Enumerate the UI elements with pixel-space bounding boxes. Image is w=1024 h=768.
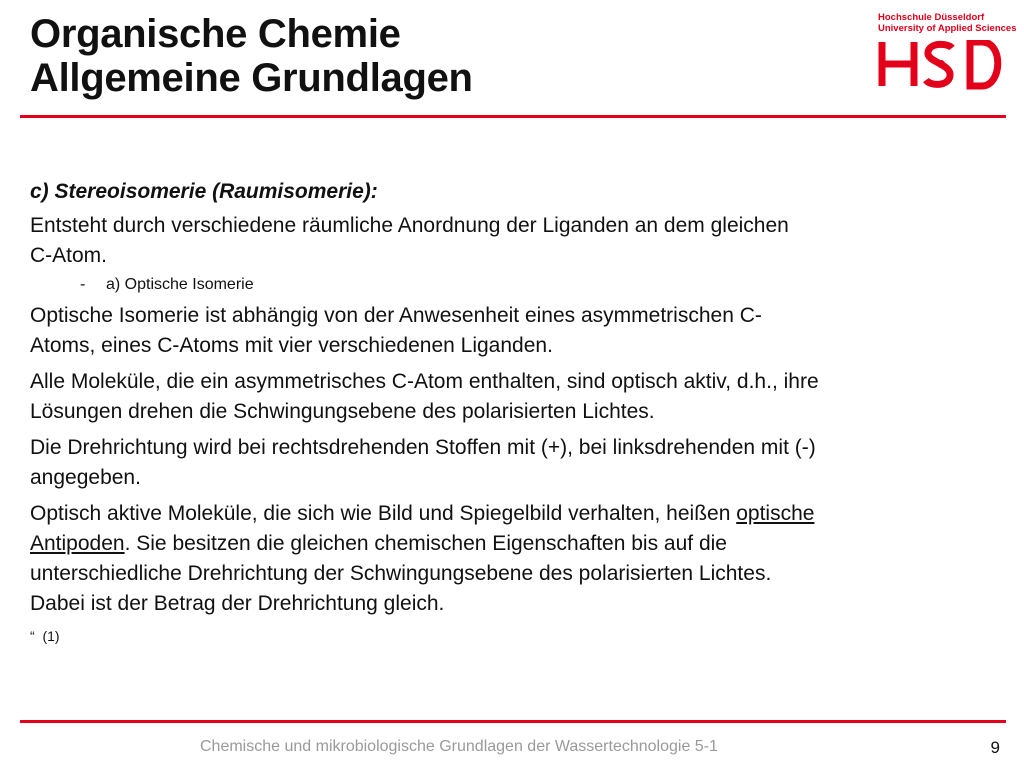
- header-divider: [20, 115, 1006, 118]
- para4-line-3: unterschiedliche Drehrichtung der Schwingungsebene des polarisierten Lichtes.: [30, 562, 772, 585]
- para4-line-1: [30, 499, 995, 529]
- sub-list-item: [30, 275, 995, 295]
- para2-line-1: Alle Moleküle, die ein asymmetrisches C-Atom enthalten, sind optisch aktiv, d.h., ihre: [30, 370, 819, 393]
- para2-line-2: Lösungen drehen die Schwingungsebene des polarisierten Lichtes.: [30, 400, 655, 423]
- footer-divider: [20, 720, 1006, 723]
- para4-line-2: [30, 529, 995, 559]
- paragraph-rotation-direction: [30, 433, 995, 493]
- para4-line-4: Dabei ist der Betrag der Drehrichtung gleich.: [30, 592, 445, 615]
- paragraph-optically-active: [30, 367, 995, 427]
- reference-number: (1): [42, 628, 60, 644]
- intro-paragraph: [30, 211, 995, 271]
- logo-institution-name: Hochschule Düsseldorf: [878, 12, 985, 23]
- logo-institution-subtitle: University of Applied Sciences: [878, 23, 1017, 34]
- term-antipoden: Antipoden: [30, 532, 125, 555]
- term-optische: optische: [736, 502, 815, 525]
- title-line-2: Allgemeine Grundlagen: [30, 56, 473, 100]
- para1-line-2: Atoms, eines C-Atoms mit vier verschiedenen Liganden.: [30, 334, 553, 357]
- footer-course-title: Chemische und mikrobiologische Grundlagen der Wassertechnologie 5-1: [200, 738, 718, 755]
- list-dash: -: [80, 276, 86, 293]
- para4-line-2-text: . Sie besitzen die gleichen chemischen Eigenschaften bis auf die: [124, 532, 727, 555]
- intro-line-2: C-Atom.: [30, 244, 108, 267]
- para4-line-1-text: Optisch aktive Moleküle, die sich wie Bild und Spiegelbild verhalten, heißen: [30, 502, 737, 525]
- quote-mark: “: [30, 628, 35, 644]
- page-number: 9: [990, 738, 1000, 757]
- para3-line-2: angegeben.: [30, 466, 141, 489]
- slide-title: [30, 12, 473, 100]
- sub-item-label: a) Optische Isomerie: [106, 276, 254, 293]
- hsd-logo: [878, 12, 1017, 90]
- paragraph-antipodes: [30, 499, 995, 619]
- para1-line-1: Optische Isomerie ist abhängig von der Anwesenheit eines asymmetrischen C-: [30, 304, 762, 327]
- title-line-1: Organische Chemie: [30, 12, 401, 56]
- intro-line-1: Entsteht durch verschiedene räumliche Anordnung der Liganden an dem gleichen: [30, 214, 789, 237]
- para3-line-1: Die Drehrichtung wird bei rechtsdrehenden Stoffen mit (+), bei linksdrehenden mit (-): [30, 436, 816, 459]
- section-heading: c) Stereoisomerie (Raumisomerie):: [30, 180, 378, 203]
- paragraph-optical-isomerism: [30, 301, 995, 361]
- slide-body: [30, 177, 995, 645]
- source-reference: [30, 627, 995, 645]
- hsd-wordmark-icon: [878, 40, 1008, 90]
